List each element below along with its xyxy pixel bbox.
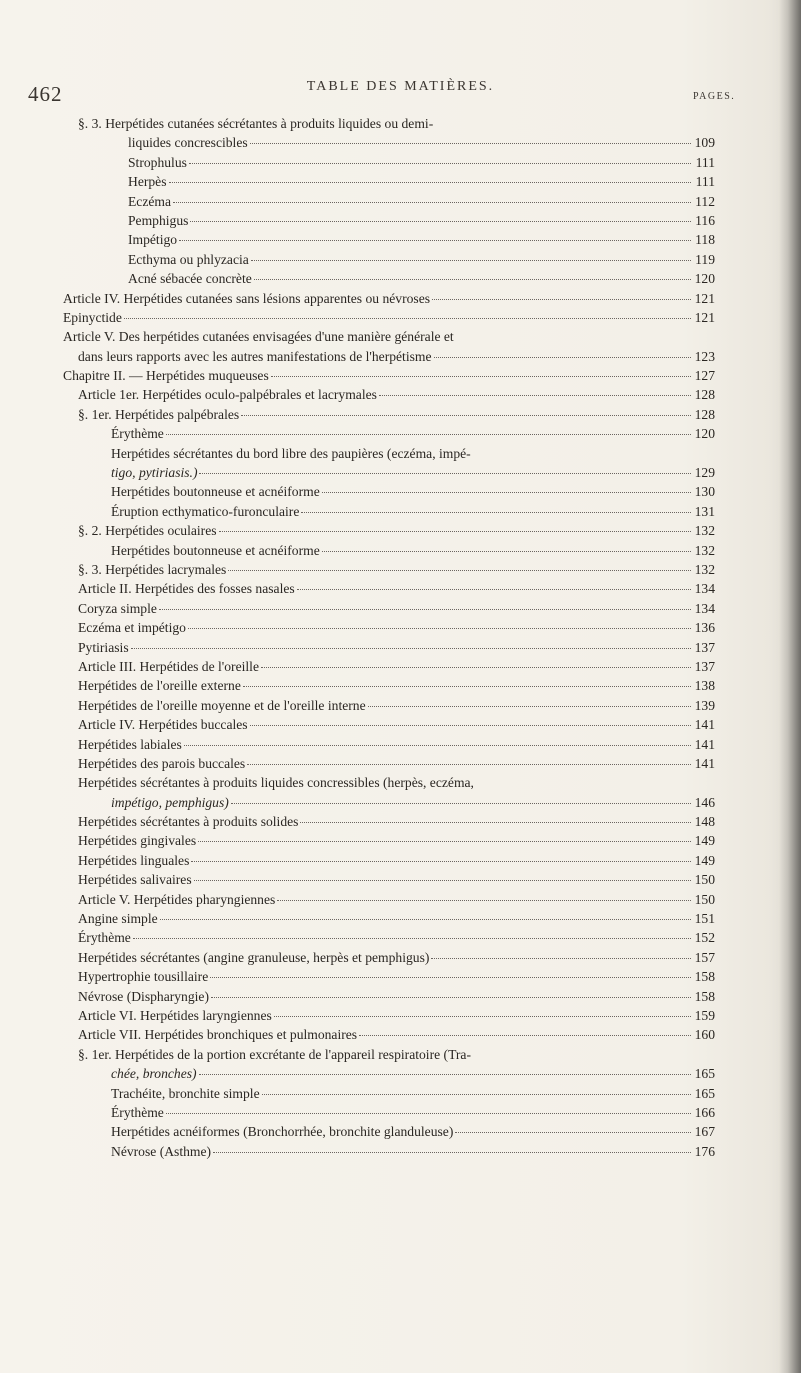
dot-leader [262, 1094, 691, 1095]
running-title: TABLE DES MATIÈRES. [306, 79, 495, 94]
toc-entry-label: Article VII. Herpétides bronchiques et pulmonaires [78, 1027, 358, 1043]
dot-leader [379, 395, 691, 396]
toc-entry [63, 329, 715, 348]
toc-entry [63, 1124, 715, 1143]
toc-entry-label: Article 1er. Herpétides oculo-palpébrales et lacrymales [78, 387, 377, 403]
toc-entry-page: 121 [694, 309, 715, 325]
toc-entry-page: 120 [694, 271, 715, 287]
toc-entry-page: 148 [694, 814, 715, 830]
toc-entry-page: 119 [695, 251, 715, 267]
toc-entry [63, 930, 715, 949]
toc-entry-label: Herpétides boutonneuse et acnéiforme [111, 484, 320, 500]
toc-entry-label: Chapitre II. — Herpétides muqueuses [63, 368, 269, 384]
toc-entry-label: Eczéma et impétigo [78, 620, 186, 636]
toc-entry [63, 523, 715, 542]
toc-entry-page: 111 [695, 154, 715, 170]
toc-entry-label: Article III. Herpétides de l'oreille [78, 658, 259, 674]
table-of-contents [63, 116, 715, 1163]
toc-entry [63, 349, 715, 368]
toc-entry-label: Hypertrophie tousillaire [78, 969, 209, 985]
toc-entry-label: Article IV. Herpétides cutanées sans lésions apparentes ou névroses [63, 290, 431, 306]
toc-entry [63, 271, 715, 290]
toc-entry [63, 795, 715, 814]
toc-entry-label: Herpétides sécrétantes à produits liquides concressibles (herpès, eczéma, [78, 775, 474, 791]
dot-leader [198, 841, 691, 842]
toc-entry-label: tigo, pytiriasis.) [111, 465, 198, 481]
dot-leader [131, 648, 691, 649]
toc-entry-label: Herpétides sécrétantes du bord libre des paupières (eczéma, impé- [111, 445, 471, 461]
toc-entry-page: 150 [694, 891, 715, 907]
dot-leader [213, 1152, 691, 1153]
toc-entry [63, 814, 715, 833]
toc-entry-page: 141 [694, 736, 715, 752]
toc-entry-page: 149 [694, 852, 715, 868]
toc-entry-page: 137 [694, 658, 715, 674]
toc-entry-label: Herpétides sécrétantes à produits solides [78, 814, 299, 830]
toc-entry-page: 132 [694, 542, 715, 558]
toc-entry-page: 118 [695, 232, 715, 248]
toc-entry-label: Ecthyma ou phlyzacia [128, 251, 249, 267]
dot-leader [431, 958, 691, 959]
toc-entry-label: Epinyctide [63, 309, 122, 325]
dot-leader [191, 861, 691, 862]
toc-entry-label: Herpétides salivaires [78, 872, 192, 888]
toc-entry-label: impétigo, pemphigus) [111, 794, 229, 810]
toc-entry-label: Article V. Des herpétides cutanées envisagées d'une manière générale et [63, 329, 454, 345]
toc-entry-page: 109 [694, 135, 715, 151]
dot-leader [189, 163, 691, 164]
toc-entry-label: §. 3. Herpétides lacrymales [78, 561, 227, 577]
dot-leader [210, 977, 691, 978]
toc-entry [63, 1066, 715, 1085]
toc-entry [63, 833, 715, 852]
toc-entry [63, 989, 715, 1008]
toc-entry [63, 853, 715, 872]
toc-entry-label: §. 1er. Herpétides palpébrales [78, 406, 240, 422]
toc-entry-label: Article V. Herpétides pharyngiennes [78, 891, 276, 907]
dot-leader [250, 725, 691, 726]
dot-leader [243, 686, 691, 687]
toc-entry [63, 1008, 715, 1027]
toc-entry [63, 1086, 715, 1105]
toc-entry-page: 127 [694, 368, 715, 384]
toc-entry [63, 872, 715, 891]
toc-entry [63, 1105, 715, 1124]
toc-entry [63, 291, 715, 310]
toc-entry-page: 165 [694, 1066, 715, 1082]
toc-entry-label: Érythème [78, 930, 131, 946]
toc-entry-label: Herpétides linguales [78, 852, 190, 868]
dot-leader [228, 570, 691, 571]
toc-entry [63, 368, 715, 387]
dot-leader [188, 628, 691, 629]
toc-entry-label: Coryza simple [78, 600, 157, 616]
toc-entry-label: §. 3. Herpétides cutanées sécrétantes à produits liquides ou demi- [78, 116, 434, 131]
toc-entry-page: 151 [694, 911, 715, 927]
toc-entry [63, 387, 715, 406]
dot-leader [179, 240, 691, 241]
toc-entry [63, 698, 715, 717]
toc-entry-label: Trachéite, bronchite simple [111, 1085, 260, 1101]
dot-leader [271, 376, 691, 377]
toc-entry-page: 112 [695, 193, 715, 209]
dot-leader [300, 822, 691, 823]
dot-leader [322, 492, 691, 493]
toc-entry-page: 141 [694, 717, 715, 733]
dot-leader [250, 143, 691, 144]
toc-entry-page: 159 [694, 1007, 715, 1023]
dot-leader [166, 1113, 691, 1114]
toc-entry-page: 157 [694, 949, 715, 965]
toc-entry-label: Article VI. Herpétides laryngiennes [78, 1007, 272, 1023]
toc-entry-page: 132 [694, 523, 715, 539]
dot-leader [166, 434, 691, 435]
toc-entry-label: Herpétides acnéiformes (Bronchorrhée, bronchite glanduleuse) [111, 1124, 454, 1140]
toc-entry-label: Article II. Herpétides des fosses nasales [78, 581, 295, 597]
toc-entry-page: 129 [694, 465, 715, 481]
toc-entry-label: Herpétides des parois buccales [78, 755, 246, 771]
toc-entry [63, 504, 715, 523]
toc-entry-label: liquides concrescibles [128, 135, 248, 151]
toc-entry [63, 950, 715, 969]
toc-entry [63, 717, 715, 736]
toc-entry-label: Angine simple [78, 911, 158, 927]
dot-leader [277, 900, 691, 901]
dot-leader [301, 512, 691, 513]
toc-entry-page: 150 [694, 872, 715, 888]
toc-entry-page: 111 [695, 174, 715, 190]
toc-entry-label: dans leurs rapports avec les autres manifestations de l'herpétisme [78, 348, 432, 364]
toc-entry-label: Pytiriasis [78, 639, 129, 655]
toc-entry [63, 678, 715, 697]
toc-entry-label: Érythème [111, 426, 164, 442]
toc-entry [63, 116, 715, 135]
toc-entry-label: Strophulus [128, 154, 187, 170]
toc-entry [63, 911, 715, 930]
toc-entry [63, 174, 715, 193]
dot-leader [173, 202, 691, 203]
toc-entry [63, 310, 715, 329]
toc-entry [63, 135, 715, 154]
toc-entry-page: 130 [694, 484, 715, 500]
toc-entry-page: 160 [694, 1027, 715, 1043]
dot-leader [322, 551, 691, 552]
dot-leader [297, 589, 691, 590]
toc-entry [63, 543, 715, 562]
toc-entry-page: 121 [694, 290, 715, 306]
dot-leader [160, 919, 691, 920]
toc-entry-page: 128 [694, 406, 715, 422]
toc-entry-label: Herpétides sécrétantes (angine granuleuse, herpès et pemphigus) [78, 949, 430, 965]
dot-leader [219, 531, 691, 532]
dot-leader [254, 279, 691, 280]
page-number: 462 [28, 82, 63, 106]
dot-leader [261, 667, 691, 668]
toc-entry-label: chée, bronches) [111, 1066, 197, 1082]
toc-entry-label: Herpétides labiales [78, 736, 182, 752]
dot-leader [368, 706, 691, 707]
dot-leader [199, 473, 691, 474]
toc-entry [63, 562, 715, 581]
toc-entry-page: 131 [694, 503, 715, 519]
toc-entry-page: 138 [694, 678, 715, 694]
toc-entry-label: Herpétides boutonneuse et acnéiforme [111, 542, 320, 558]
toc-entry-label: Érythème [111, 1104, 164, 1120]
dot-leader [231, 803, 691, 804]
toc-entry-page: 149 [694, 833, 715, 849]
toc-entry-page: 141 [694, 755, 715, 771]
toc-entry-label: Acné sébacée concrète [128, 271, 252, 287]
toc-entry [63, 213, 715, 232]
toc-entry [63, 620, 715, 639]
toc-entry-label: Pemphigus [128, 212, 189, 228]
toc-entry [63, 756, 715, 775]
toc-entry-label: Herpétides gingivales [78, 833, 197, 849]
dot-leader [432, 299, 691, 300]
toc-entry [63, 640, 715, 659]
toc-entry-page: 120 [694, 426, 715, 442]
toc-entry [63, 775, 715, 794]
page-edge-shadow [779, 0, 801, 1373]
dot-leader [455, 1132, 691, 1133]
toc-entry-page: 167 [694, 1124, 715, 1140]
toc-entry-label: Eczéma [128, 193, 172, 209]
toc-entry-page: 158 [694, 969, 715, 985]
toc-entry [63, 252, 715, 271]
toc-entry [63, 484, 715, 503]
dot-leader [241, 415, 691, 416]
toc-entry-label: Herpétides de l'oreille moyenne et de l'oreille interne [78, 697, 366, 713]
dot-leader [159, 609, 691, 610]
toc-entry [63, 426, 715, 445]
toc-entry-page: 176 [694, 1143, 715, 1159]
dot-leader [199, 1074, 691, 1075]
dot-leader [274, 1016, 691, 1017]
dot-leader [194, 880, 691, 881]
toc-entry-page: 128 [694, 387, 715, 403]
toc-entry-page: 132 [694, 561, 715, 577]
toc-entry-label: Névrose (Dispharyngie) [78, 988, 209, 1004]
toc-entry-label: Impétigo [128, 232, 178, 248]
toc-entry-page: 152 [694, 930, 715, 946]
dot-leader [359, 1035, 691, 1036]
toc-entry [63, 892, 715, 911]
toc-entry [63, 1027, 715, 1046]
toc-entry-page: 134 [694, 581, 715, 597]
toc-entry-page: 134 [694, 600, 715, 616]
toc-entry-page: 166 [694, 1104, 715, 1120]
toc-entry-label: Herpétides de l'oreille externe [78, 678, 241, 694]
toc-entry-label: §. 1er. Herpétides de la portion excrétante de l'appareil respiratoire (Tra- [78, 1046, 471, 1062]
toc-entry-page: 137 [694, 639, 715, 655]
dot-leader [251, 260, 691, 261]
toc-entry-label: Névrose (Asthme) [111, 1143, 212, 1159]
toc-entry [63, 601, 715, 620]
toc-entry [63, 407, 715, 426]
pages-column-label: PAGES. [693, 91, 736, 102]
toc-entry-page: 158 [694, 988, 715, 1004]
toc-entry [63, 581, 715, 600]
dot-leader [211, 997, 691, 998]
dot-leader [184, 745, 691, 746]
toc-entry [63, 737, 715, 756]
toc-entry-page: 116 [695, 212, 715, 228]
toc-entry [63, 1047, 715, 1066]
dot-leader [247, 764, 691, 765]
dot-leader [434, 357, 691, 358]
toc-entry-label: Éruption ecthymatico-furonculaire [111, 503, 300, 519]
toc-entry-page: 165 [694, 1085, 715, 1101]
toc-entry [63, 1144, 715, 1163]
toc-entry [63, 465, 715, 484]
dot-leader [169, 182, 692, 183]
toc-entry [63, 969, 715, 988]
toc-entry-page: 139 [694, 697, 715, 713]
dot-leader [190, 221, 691, 222]
toc-entry-label: §. 2. Herpétides oculaires [78, 523, 217, 539]
toc-entry-page: 123 [694, 348, 715, 364]
toc-entry [63, 232, 715, 251]
toc-entry [63, 155, 715, 174]
toc-entry-page: 146 [694, 794, 715, 810]
toc-entry [63, 446, 715, 465]
toc-entry [63, 659, 715, 678]
dot-leader [124, 318, 691, 319]
dot-leader [133, 938, 691, 939]
toc-entry-page: 136 [694, 620, 715, 636]
toc-entry-label: Article IV. Herpétides buccales [78, 717, 248, 733]
toc-entry [63, 194, 715, 213]
toc-entry-label: Herpès [128, 174, 167, 190]
